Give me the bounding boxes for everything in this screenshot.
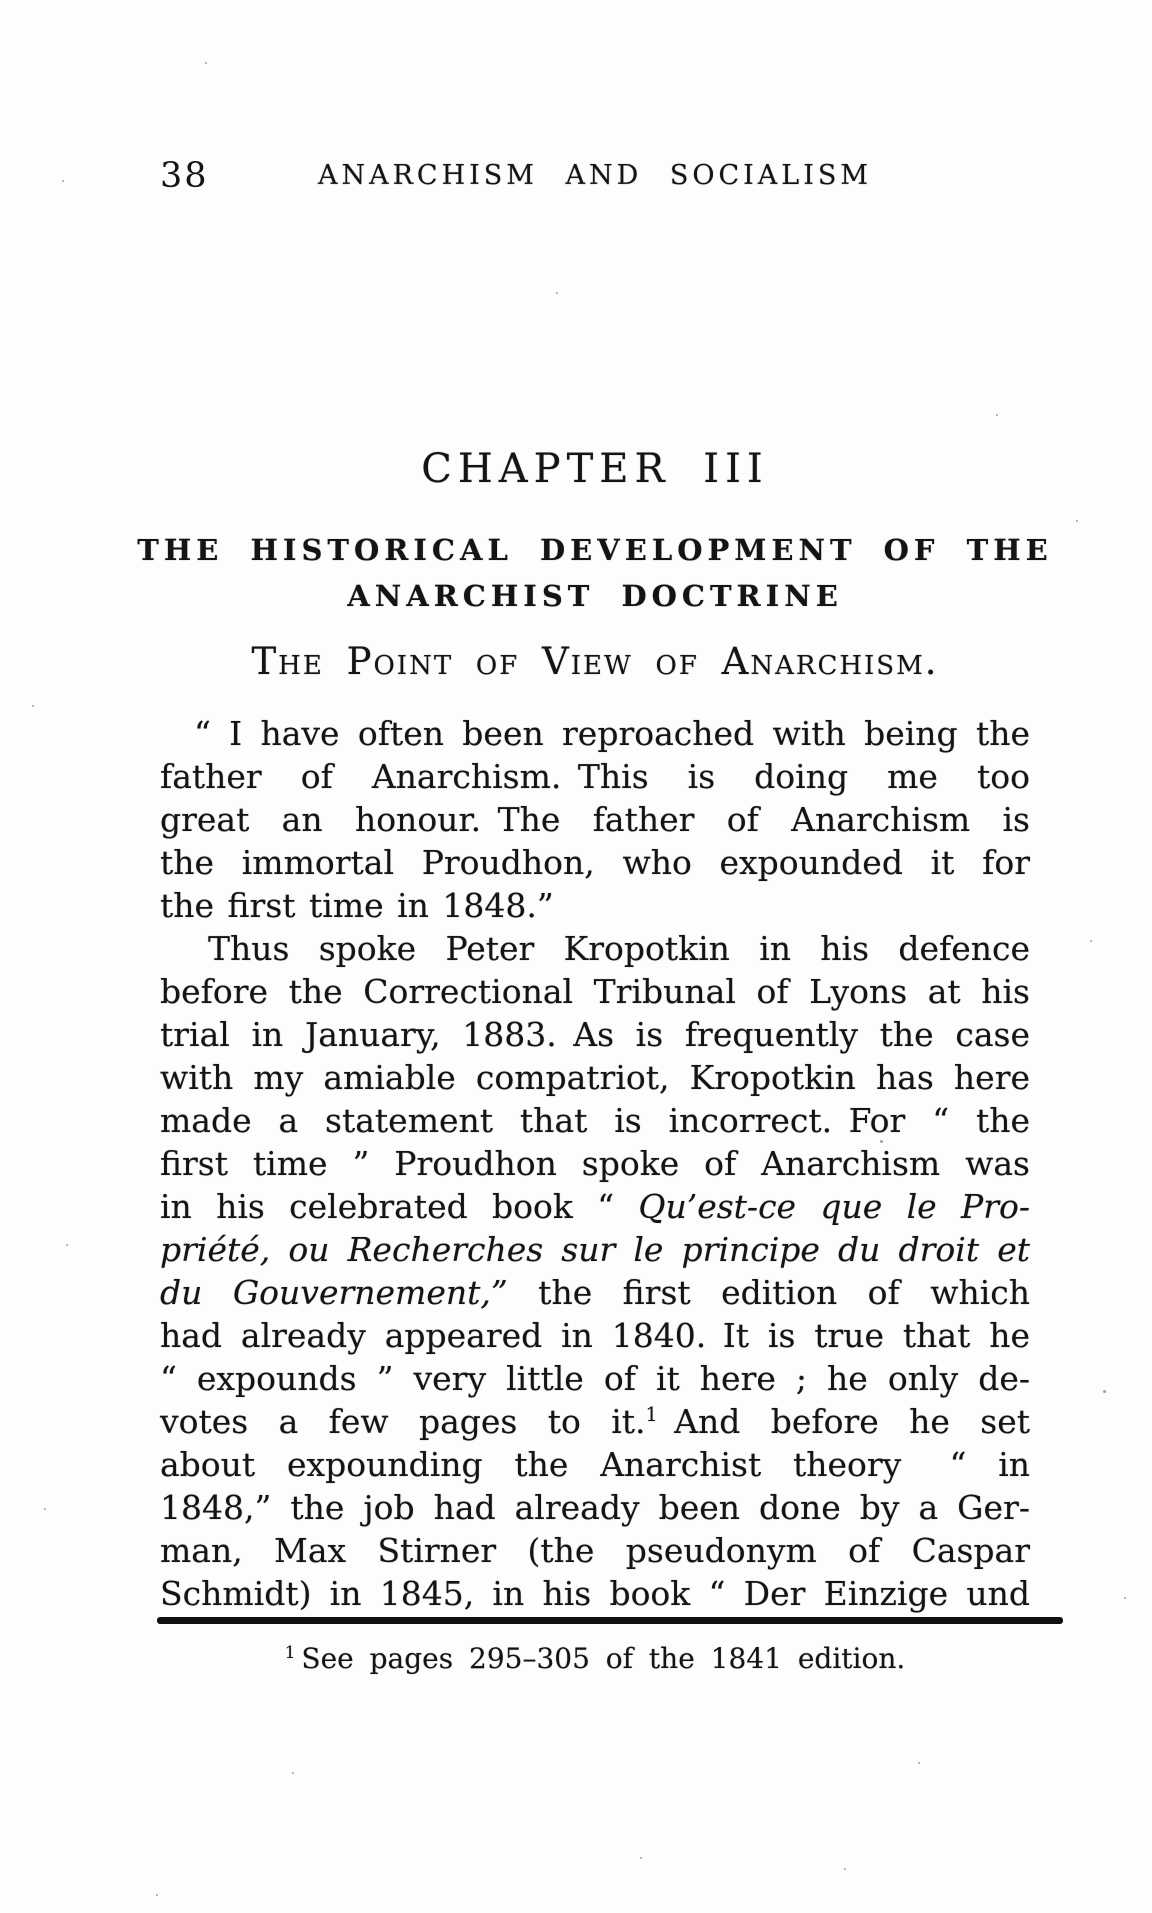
body-text-segment: 1848,” the job had already been done by a Ger- [160, 1488, 1030, 1527]
body-text-segment: Qu’est-ce que le Pro- [638, 1187, 1030, 1226]
scan-speck [1103, 1390, 1106, 1393]
body-text-line [160, 1572, 1030, 1615]
body-text-segment: the first time in 1848.” [160, 886, 554, 925]
footnote-marker: 1 [284, 1641, 296, 1662]
body-text-line [160, 798, 1030, 841]
scan-speck [66, 1244, 68, 1246]
section-heading: The Point of View of Anarchism. [251, 640, 939, 683]
body-text-line [160, 1314, 1030, 1357]
body-text-line [160, 1013, 1030, 1056]
scan-speck [156, 1894, 158, 1896]
body-text-line [160, 1486, 1030, 1529]
body-text-segment: priété, ou Recherches sur le principe du droit et [160, 1230, 1030, 1269]
body-text [160, 712, 1030, 1615]
body-text-segment: in his celebrated book “ [160, 1187, 639, 1226]
scan-speck [62, 180, 64, 182]
footnote-divider-rule [157, 1617, 1063, 1624]
body-text-segment: And before he set [657, 1402, 1030, 1441]
scan-speck [1076, 520, 1078, 522]
chapter-subtitle [130, 527, 1060, 619]
scan-speck [32, 705, 34, 707]
scan-speck [556, 292, 558, 294]
scan-speck [918, 1762, 920, 1764]
body-text-segment: great an honour. The father of Anarchism is [160, 800, 1030, 839]
scan-speck [292, 1772, 294, 1774]
scan-speck [640, 1857, 642, 1859]
body-text-line [160, 755, 1030, 798]
body-text-segment: Schmidt) in 1845, in his book “ Der Einzige und [160, 1574, 1030, 1613]
body-text-segment: “ I have often been reproached with being the [194, 714, 1030, 753]
chapter-title: CHAPTER III [421, 446, 769, 492]
body-text-segment: about expounding the Anarchist theory “ in [160, 1445, 1030, 1484]
body-text-segment: had already appeared in 1840. It is true that he [160, 1316, 1030, 1355]
body-text-segment: with my amiable compatriot, Kropotkin has here [160, 1058, 1030, 1097]
chapter-subtitle-line1: THE HISTORICAL DEVELOPMENT OF THE [137, 533, 1053, 567]
body-text-segment: “ expounds ” very little of it here ; he only de- [160, 1359, 1030, 1398]
body-text-segment: father of Anarchism. This is doing me too [160, 757, 1030, 796]
running-head-title: ANARCHISM AND SOCIALISM [317, 160, 873, 191]
body-text-line [160, 970, 1030, 1013]
body-text-line [160, 1228, 1030, 1271]
body-text-segment: man, Max Stirner (the pseudonym of Caspar [160, 1531, 1030, 1570]
body-text-segment: before the Correctional Tribunal of Lyons at his [160, 972, 1030, 1011]
body-text-line [160, 1271, 1030, 1314]
scan-speck [1090, 940, 1092, 942]
body-text-line [160, 1400, 1030, 1443]
body-text-segment: the first edition of which [507, 1273, 1030, 1312]
body-text-line [160, 1529, 1030, 1572]
body-text-line [160, 1357, 1030, 1400]
body-text-segment: du Gouvernement,” [160, 1273, 508, 1312]
page-number: 38 [160, 156, 209, 196]
chapter-subtitle-line2: ANARCHIST DOCTRINE [347, 579, 843, 613]
scan-speck [1124, 1597, 1126, 1599]
body-text-segment: Thus spoke Peter Kropotkin in his defence [208, 929, 1030, 968]
body-text-line [160, 712, 1030, 755]
body-text-line [160, 1185, 1030, 1228]
body-text-line [160, 1056, 1030, 1099]
body-text-line [160, 1443, 1030, 1486]
scan-speck [880, 1140, 883, 1143]
body-text-line [160, 1142, 1030, 1185]
body-text-segment: the immortal Proudhon, who expounded it for [160, 843, 1030, 882]
scan-speck [205, 62, 207, 64]
body-text-segment: votes a few pages to it. [160, 1402, 646, 1441]
footnote-text: See pages 295–305 of the 1841 edition. [301, 1642, 906, 1675]
scan-speck [844, 1868, 846, 1870]
body-text-segment: first time ” Proudhon spoke of Anarchism was [160, 1144, 1030, 1183]
body-text-segment: made a statement that is incorrect. For “ the [160, 1101, 1030, 1140]
footnote-reference-mark: 1 [645, 1403, 658, 1426]
scan-speck [44, 1508, 46, 1510]
body-text-line [160, 927, 1030, 970]
body-text-line [160, 841, 1030, 884]
body-text-line [160, 1099, 1030, 1142]
body-text-segment: trial in January, 1883. As is frequently the case [160, 1015, 1030, 1054]
running-header [160, 152, 1030, 200]
footnote [160, 1642, 1030, 1675]
scan-speck [996, 414, 998, 416]
body-text-line [160, 884, 1030, 927]
